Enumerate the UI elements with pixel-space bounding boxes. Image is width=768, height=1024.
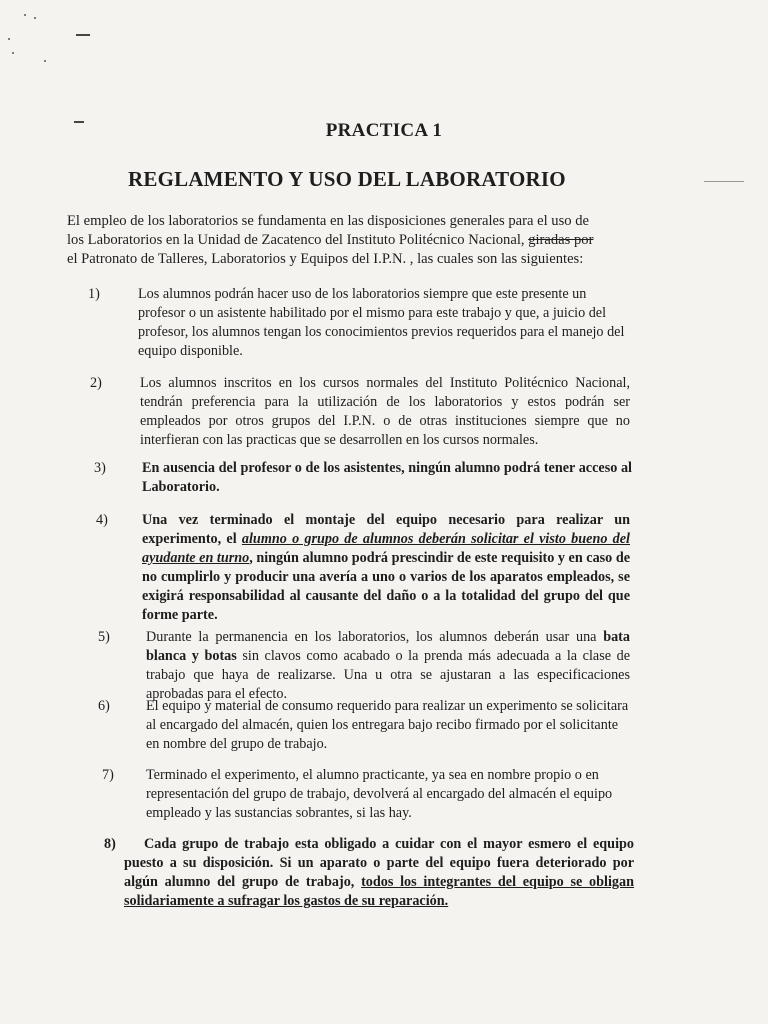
rule-text-emphasis: alumno o grupo de alumnos deberán solicitar el visto bueno del ayudante en turno <box>142 531 630 566</box>
scan-mark <box>76 34 90 36</box>
intro-struck-text: giradas por <box>528 232 594 248</box>
scan-dot <box>44 60 46 62</box>
rule-text <box>124 835 634 911</box>
intro-line: El empleo de los laboratorios se fundamenta en las disposiciones generales para el uso de <box>67 213 589 229</box>
rule-number: 1) <box>88 286 100 302</box>
rule-text-part: sin clavos como acabado o la prenda más adecuada a la clase de trabajo que haya de realizarse. Una u otra se ajustaran a las especificaciones aprobadas para el efecto. <box>146 648 630 702</box>
rule-text-emphasis: bata blanca y botas <box>146 629 630 664</box>
rule-text-emphasis: todos los integrantes del equipo se obligan solidariamente a sufragar los gastos de su reparación. <box>124 874 634 909</box>
rule-item <box>104 835 634 911</box>
rule-number: 5) <box>98 629 110 645</box>
rule-text: El equipo y material de consumo requerido para realizar un experimento se solicitara al encargado del almacén, quien los entregara bajo recibo firmado por el solicitante en nombre del grupo de trabajo. <box>146 698 629 752</box>
scan-dot <box>34 17 36 19</box>
page-subtitle: REGLAMENTO Y USO DEL LABORATORIO <box>128 167 566 191</box>
intro-line: los Laboratorios en la Unidad de Zacatenco del Instituto Politécnico Nacional, <box>67 232 529 248</box>
rule-text-part: , ningún alumno podrá prescindir de este requisito y en caso de no cumplirlo y producir una avería a uno o varios de los aparatos empleados, se exigirá responsabilidad al causante del daño o a la totalidad del grupo del que forme parte. <box>142 550 631 623</box>
rule-number: 8) <box>104 836 116 852</box>
rule-number: 7) <box>102 767 114 783</box>
rule-text: Los alumnos inscritos en los cursos normales del Instituto Politécnico Nacional, tendrán preferencia para la utilización de los laboratorios y estos podrán ser empleados por otros grupos del I.P.N. o de otras instituciones siempre que no interfieran con las practicas que se desarrollen en los cursos normales. <box>140 375 630 448</box>
scan-dot <box>12 52 14 54</box>
rule-text: Terminado el experimento, el alumno practicante, ya sea en nombre propio o en representación del grupo de trabajo, devolverá al encargado del almacén el equipo empleado y las sustancias sobrantes, si las hay. <box>146 767 613 821</box>
scan-dot <box>8 38 10 40</box>
rule-text <box>146 628 630 704</box>
scan-mark <box>704 181 744 182</box>
rule-number: 3) <box>94 460 106 476</box>
intro-paragraph <box>67 212 627 269</box>
rule-text: Los alumnos podrán hacer uso de los laboratorios siempre que este presente un profesor o un asistente habilitado por el mismo para este trabajo y que, a juicio del profesor, los alumnos tengan los conocimientos previos requeridos para el manejo del equipo disponible. <box>138 286 625 359</box>
rule-number: 4) <box>96 512 108 528</box>
page-title: PRACTICA 1 <box>325 120 443 141</box>
rule-number: 2) <box>90 375 102 391</box>
rule-text-part: Cada grupo de trabajo esta obligado a cuidar con el mayor esmero el equipo puesto a su disposición. Si un aparato o parte del equipo fuera deteriorado por algún alumno del grupo de trabajo, <box>124 836 634 890</box>
scan-dot <box>24 14 26 16</box>
rule-text <box>142 511 630 625</box>
rule-text: En ausencia del profesor o de los asistentes, ningún alumno podrá tener acceso al Laboratorio. <box>142 460 632 495</box>
rule-number: 6) <box>98 698 110 714</box>
rule-text-part: Una vez terminado el montaje del equipo necesario para realizar un experimento, el <box>142 512 630 547</box>
intro-line: el Patronato de Talleres, Laboratorios y Equipos del I.P.N. , las cuales son las siguientes: <box>67 251 584 267</box>
rule-text-part: Durante la permanencia en los laboratorios, los alumnos deberán usar una <box>146 629 604 645</box>
